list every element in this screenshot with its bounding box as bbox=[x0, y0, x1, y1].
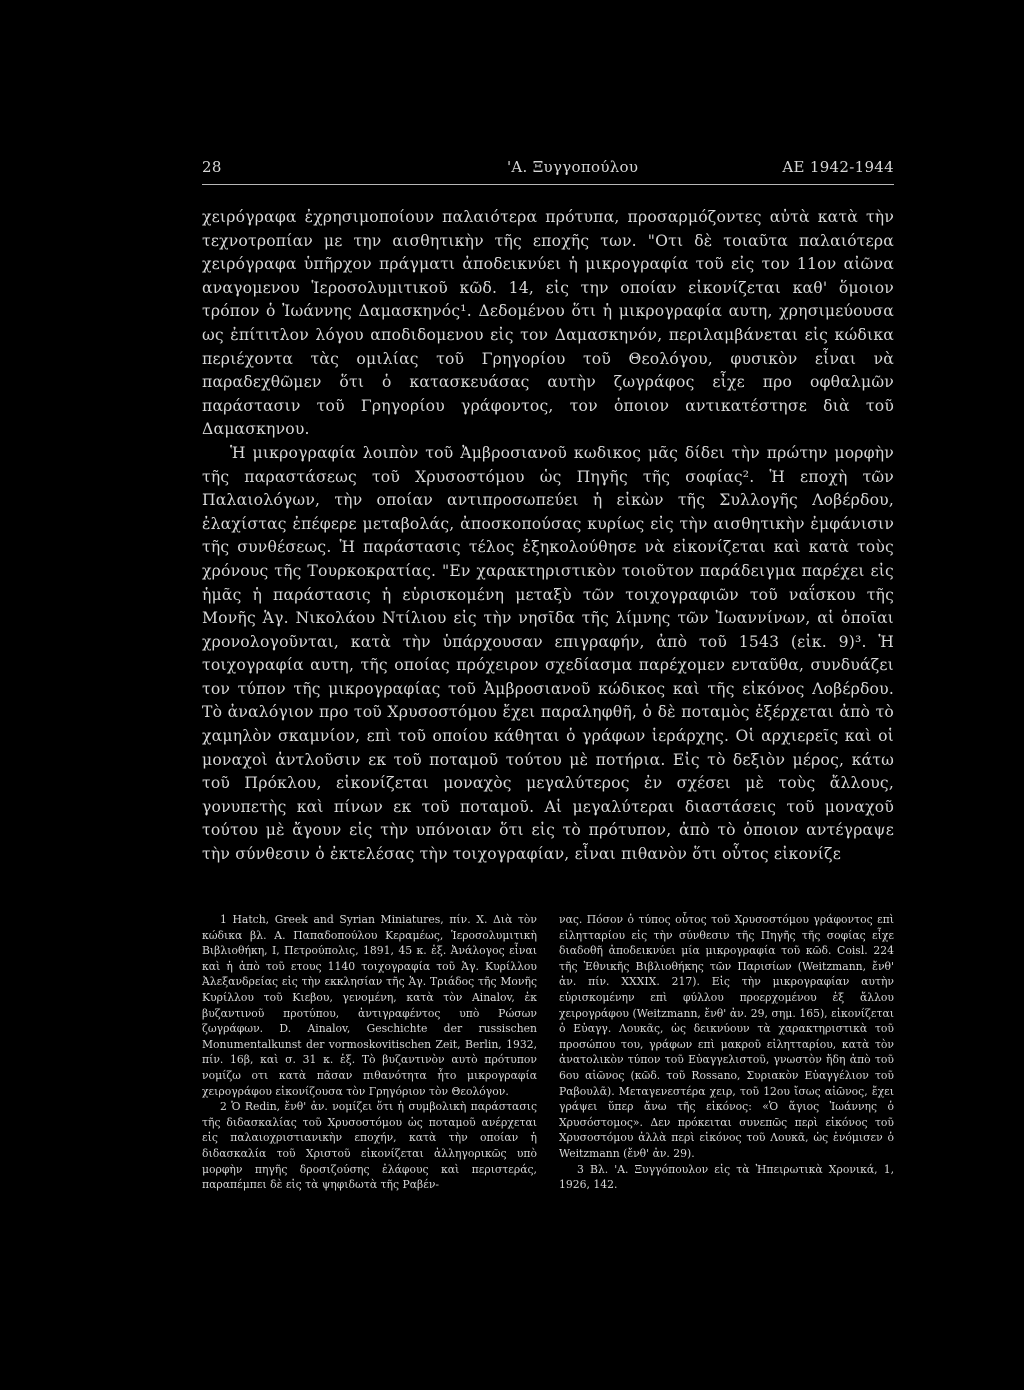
footnotes-left-column bbox=[202, 912, 537, 1193]
footnotes bbox=[202, 912, 894, 1193]
running-author: 'Α. Ξυγγοπούλου bbox=[507, 158, 639, 176]
footnotes-right-column bbox=[559, 912, 894, 1193]
running-header bbox=[202, 158, 894, 180]
running-journal: ΑΕ 1942-1944 bbox=[782, 158, 894, 176]
paragraph: Ἡ μικρογραφία λοιπὸν τοῦ Ἀμβροσιανοῦ κωδικος μᾶς δίδει τὴν πρώτην μορφὴν τῆς παραστάσεως τοῦ Χρυσοστόμου ὡς Πηγῆς τῆς σοφίας². Ἡ εποχὴ τῶν Παλαιολόγων, τὴν οποίαν αντιπροσωπεύει ἡ εἰκὼν τῆς Συλλογῆς Λοβέρδου, ἐλαχίστας ἐπέφερε μεταβολάς, ἀποσκοπούσας κυρίως εἰς τὴν αισθητικὴν ἐμφάνισιν τῆς συνθέσεως. Ἡ παράστασις τέλος ἐξηκολούθησε νὰ εἰκονίζεται καὶ κατὰ τοὺς χρόνους τῆς Τουρκοκρατίας. "Εν χαρακτηριστικὸν τοιοῦτον παράδειγμα παρέχει εἰς ἡμᾶς ἡ παράστασις ἡ εὑρισκομένη μεταξὺ τῶν τοιχογραφιῶν τοῦ ναΐσκου τῆς Μονῆς Ἁγ. Νικολάου Ντίλιου εἰς τὴν νησῖδα τῆς λίμνης τῶν Ἰωαννίνων, αἱ ὁποῖαι χρονολογοῦνται, κατὰ τὴν ὑπάρχουσαν επιγραφήν, ἀπὸ τοῦ 1543 (εἰκ. 9)³. Ἡ τοιχογραφία αυτη, τῆς οποίας πρόχειρον σχεδίασμα παρέχομεν ενταῦθα, συνδυάζει τον τύπον τῆς μικρογραφίας τοῦ Ἀμβροσιανοῦ κώδικος καὶ τῆς εἰκόνος Λοβέρδου. Τὸ ἀναλόγιον προ τοῦ Χρυσοστόμου ἔχει παραληφθῆ, ὁ δὲ ποταμὸς ἐξέρχεται ἀπὸ τὸ χαμηλὸν σκαμνίον, επὶ τοῦ οποίου κάθηται ὁ γράφων ἱεράρχης. Οἱ αρχιερεῖς καὶ οἱ μοναχοὶ ἀντλοῦσιν εκ τοῦ ποταμοῦ τούτου μὲ ποτήρια. Εἰς τὸ δεξιὸν μέρος, κάτω τοῦ Πρόκλου, εἰκονίζεται μοναχὸς μεγαλύτερος ἐν σχέσει μὲ τοὺς ἄλλους, γονυπετὴς καὶ πίνων εκ τοῦ ποταμοῦ. Αἱ μεγαλύτεραι διαστάσεις τοῦ μοναχοῦ τούτου μὲ ἄγουν εἰς τὴν υπόνοιαν ὅτι εἰς τὸ πρότυπον, ἀπὸ τὸ ὁποιον αντέγραψε τὴν σύνθεσιν ὁ ἐκτελέσας τὴν τοιχογραφίαν, εἶναι πιθανὸν ὅτι οὗτος εἰκονίζε bbox=[202, 443, 894, 864]
footnote: 3 Βλ. 'Α. Ξυγγόπουλον εἰς τὰ Ἠπειρωτικὰ Χρονικά, 1, 1926, 142. bbox=[559, 1162, 894, 1192]
main-text bbox=[202, 206, 894, 867]
footnote: 2 Ὁ Redin, ἔνθ' ἀν. νομίζει ὅτι ἡ συμβολικὴ παράστασις τῆς διδασκαλίας τοῦ Χρυσοστόμου ὡς ποταμοῦ ανέρχεται εἰς παλαιοχριστιανικὴν εποχήν, κατὰ τὴν οποίαν ἡ διδασκαλία τοῦ Χριστοῦ εἰκονίζεται ἀλληγορικῶς υπὸ μορφὴν πηγῆς δροσιζούσης ἐλάφους καὶ περιστεράς, παραπέμπει δὲ εἰς τὰ ψηφιδωτὰ τῆς Ραβέν- bbox=[202, 1100, 537, 1192]
paragraph: χειρόγραφα ἐχρησιμοποίουν παλαιότερα πρότυπα, προσαρμόζοντες αὐτὰ κατὰ τὴν τεχνοτροπίαν με την αισθητικὴν τῆς εποχῆς των. "Οτι δὲ τοιαῦτα παλαιότερα χειρόγραφα ὑπῆρχον πράγματι ἀποδεικνύει ἡ μικρογραφία τοῦ εἰς τον 11ον αἰῶνα αναγομενου Ἱεροσολυμιτικοῦ κῶδ. 14, εἰς την οποίαν εἰκονίζεται καθ' ὅμοιον τρόπον ὁ Ἰωάννης Δαμασκηνός¹. Δεδομένου ὅτι ἡ μικρογραφία αυτη, χρησιμεύουσα ως ἐπίτιτλον λόγου αποδιδομενου εἰς τον Δαμασκηνόν, περιλαμβάνεται εἰς κώδικα περιέχοντα τὰς ομιλίας τοῦ Γρηγορίου τοῦ Θεολόγου, φυσικὸν εἶναι νὰ παραδεχθῶμεν ὅτι ὁ κατασκευάσας αυτὴν ζωγράφος εἶχε προ οφθαλμῶν παράστασιν τοῦ Γρηγορίου γράφοντος, τον ὁποιον αντικατέστησε διὰ τοῦ Δαμασκηνου. bbox=[202, 208, 894, 439]
header-rule bbox=[202, 184, 894, 185]
footnote: 1 Hatch, Greek and Syrian Miniatures, πίν. Χ. Διὰ τὸν κώδικα βλ. Α. Παπαδοπούλου Κεραμέως, Ἱεροσολυμιτικὴ Βιβλιοθήκη, Ι, Πετρούπολις, 1891, 45 κ. ἑξ. Ἀνάλογος εἶναι καὶ ἡ ἀπὸ τοῦ ετους 1140 τοιχογραφία τοῦ Ἁγ. Κυρίλλου Ἀλεξανδρείας εἰς τὴν εκκλησίαν τῆς Ἁγ. Τριάδος τῆς Μονῆς Κυρίλλου τοῦ Κιεβου, γενομένη, κατὰ τὸν Ainalov, ἐκ βυζαντινοῦ προτύπου, ἀντιγραφέντος υπὸ Ρώσων ζωγράφων. D. Ainalov, Geschichte der russischen Monumentalkunst der vormoskovitischen Zeit, Berlin, 1932, πίν. 16β, καὶ σ. 31 κ. ἑξ. Τὸ βυζαντινὸν αυτὸ πρότυπον νομίζω οτι κατὰ πᾶσαν πιθανότητα ἦτο μικρογραφία χειρογράφου εἰκονίζουσα τὸν Γρηγόριον τὸν Θεολόγον. bbox=[202, 913, 537, 1098]
footnote: νας. Πόσον ὁ τύπος οὗτος τοῦ Χρυσοστόμου γράφοντος επὶ εἰλητταρίου εἰς τὴν σύνθεσιν τῆς Πηγῆς τῆς σοφίας εἶχε διαδοθῆ ἀποδεικνύει μία μικρογραφία τοῦ κῶδ. Coisl. 224 τῆς Ἐθνικῆς Βιβλιοθήκης τῶν Παρισίων (Weitzmann, ἔνθ' ἀν. πίν. XXXIX. 217). Εἰς τὴν μικρογραφίαν αυτὴν εὑρισκομένην επὶ φύλλου προερχομένου ἐξ ἄλλου χειρογράφου (Weitzmann, ἔνθ' ἀν. 29, σημ. 165), εἰκονίζεται ὁ Εὐαγγ. Λουκᾶς, ὡς δεικνύουν τὰ χαρακτηριστικὰ τοῦ προσώπου του, γράφων επὶ μακροῦ εἰλητταρίου, κατὰ τὸν ἀνατολικὸν τύπον τοῦ Εὐαγγελιστοῦ, γνωστὸν ἤδη ἀπὸ τοῦ 6ου αἰῶνος (κῶδ. τοῦ Rossano, Συριακὸν Εὐαγγέλιον τοῦ Ραβουλᾶ). Μεταγενεστέρα χειρ, τοῦ 12ου ἴσως αἰῶνος, ἔχει γράψει ὕπερ ἄνω τῆς εἰκόνος: «Ὁ ἅγιος Ἰωάννης ὁ Χρυσόστομος». Δεν πρόκειται συνεπῶς περὶ εἰκόνος τοῦ Χρυσοστόμου ἀλλὰ περὶ εἰκόνος τοῦ Λουκᾶ, ὡς ἐνόμισεν ὁ Weitzmann (ἔνθ' ἀν. 29). bbox=[559, 913, 894, 1160]
page-number: 28 bbox=[202, 158, 222, 176]
